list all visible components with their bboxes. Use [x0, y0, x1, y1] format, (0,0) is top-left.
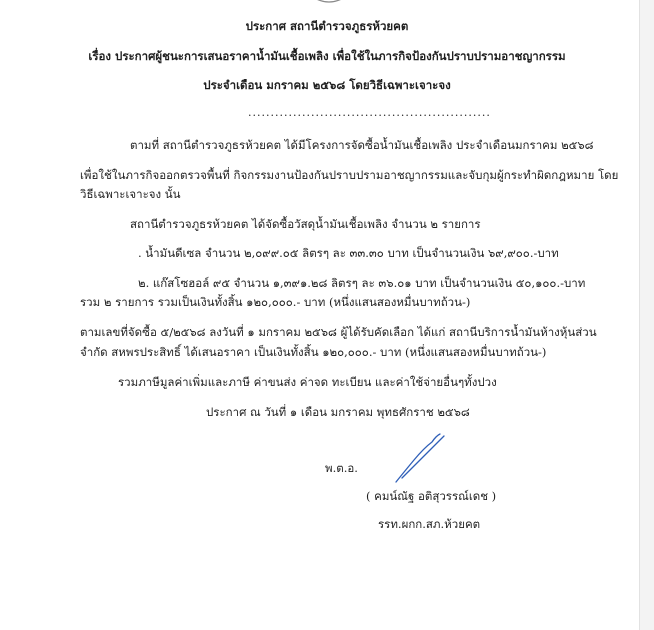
award-line2: จำกัด สหพรประสิทธิ์ ได้เสนอราคา เป็นเงินทั้งสิ้น ๑๒๐,๐๐๐.- บาท (หนึ่งแสนสองหมื่นบาทถ้วน-) — [80, 345, 547, 359]
total-amount: รวม ๒ รายการ รวมเป็นเงินทั้งสิ้น ๑๒๐,๐๐๐.- บาท (หนึ่งแสนสองหมื่นบาทถ้วน-) — [80, 295, 471, 309]
paragraph-intro: ตามที่ สถานีตำรวจภูธรห้วยคต ได้มีโครงการจัดซื้อน้ำมันเชื้อเพลิง ประจำเดือนมกราคม ๒๕๖๘ — [130, 138, 594, 152]
paragraph-purchase: สถานีตำรวจภูธรห้วยคต ได้จัดซื้อวัสดุน้ำมันเชื้อเพลิง จำนวน ๒ รายการ — [130, 217, 481, 231]
announcement-period: ประจำเดือน มกราคม ๒๕๖๘ โดยวิธีเฉพาะเจาะจง — [203, 78, 451, 92]
paragraph-purpose-line2: วิธีเฉพาะเจาะจง นั้น — [80, 187, 181, 201]
paragraph-purpose-line1: เพื่อใช้ในภารกิจออกตรวจพื้นที่ กิจกรรมงานป้องกันปราบปรามอาชญากรรมและจับกุมผู้กระทำผิดกฎหมาย โดย — [80, 168, 619, 182]
signer-position: รรท.ผกก.สภ.ห้วยคต — [378, 517, 481, 531]
item-gasohol: ๒. แก๊สโซฮอล์ ๙๕ จำนวน ๑,๓๙๑.๒๘ ลิตรๆ ละ ๓๖.๐๑ บาท เป็นจำนวนเงิน ๕๐,๑๐๐.-บาท — [138, 276, 586, 290]
announcement-title: ประกาศ สถานีตำรวจภูธรห้วยคต — [245, 19, 409, 33]
signer-name: ( คมน์ณัฐ อติสุวรรณ์เดช ) — [366, 489, 497, 503]
page-edge — [639, 0, 654, 630]
award-line1: ตามเลขที่จัดซื้อ ๕/๒๕๖๘ ลงวันที่ ๑ มกราคม ๒๕๖๘ ผู้ได้รับคัดเลือก ได้แก่ สถานีบริการน้ำมันห้างหุ้นส่วน — [80, 325, 597, 339]
announcement-date: ประกาศ ณ วันที่ ๑ เดือน มกราคม พุทธศักราช ๒๕๖๘ — [206, 405, 470, 419]
item-diesel: . น้ำมันดีเซล จำนวน ๒,๐๙๙.๐๕ ลิตรๆ ละ ๓๓.๓๐ บาท เป็นจำนวนเงิน ๖๙,๙๐๐.-บาท — [138, 246, 559, 260]
vat-note: รวมภาษีมูลค่าเพิ่มและภาษี ค่าขนส่ง ค่าจด ทะเบียน และค่าใช้จ่ายอื่นๆทั้งปวง — [118, 375, 497, 389]
separator-dots: ...................................................... — [248, 106, 491, 119]
signer-rank: พ.ต.อ. — [325, 461, 358, 475]
announcement-subject: เรื่อง ประกาศผู้ชนะการเสนอราคาน้ำมันเชื้อเพลิง เพื่อใช้ในภารกิจป้องกันปราบปรามอาชญากรรม — [88, 49, 566, 63]
emblem-icon — [296, 0, 362, 10]
signature-mark — [392, 432, 448, 486]
